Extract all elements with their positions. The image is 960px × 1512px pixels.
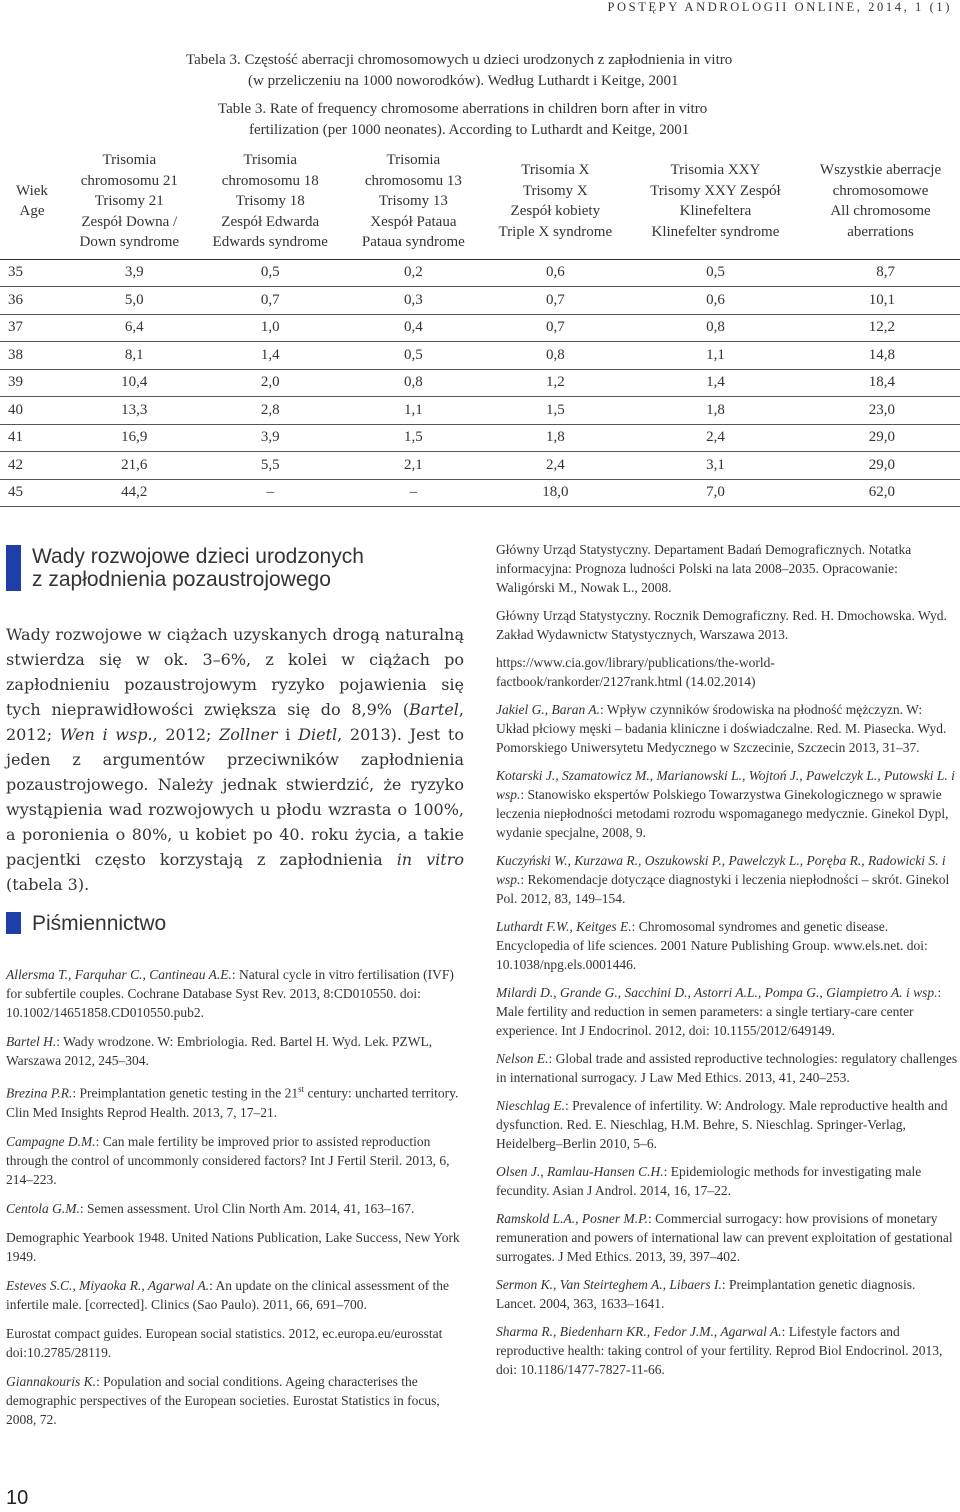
reference-item: Allersma T., Farquhar C., Cantineau A.E.: Natural cycle in vitro fertilisation (IVF) for subfertile couples. Cochrane Database Syst Rev. 2013, 8:CD010550. doi: 10.1002/14651858.CD010550.pub2. bbox=[6, 967, 454, 1020]
reference-item: Milardi D., Grande G., Sacchini D., Astorri A.L., Pompa G., Giampietro A. i wsp.: Male fertility and reduction in semen parameters: a single tertiary-care center experience. Int J Endocrinol. 2012, doi: 10.1155/2012/649149. bbox=[496, 985, 942, 1038]
heading-accent-bar bbox=[6, 545, 21, 591]
caption-pl-line2: (w przeliczeniu na 1000 noworodków). Według Luthardt i Keitge, 2001 bbox=[248, 73, 679, 89]
heading-line-2: z zapłodnienia pozaustrojowego bbox=[32, 568, 331, 591]
table-row: 38 8,1 1,4 0,5 0,8 1,1 14,8 bbox=[0, 342, 960, 370]
body-paragraph: Wady rozwojowe w ciążach uzyskanych drogą naturalną stwierdza się w ok. 3–6%, z kolei w ciążach po zapłodnieniu pozaustrojowym ryzyko pojawienia się tych nieprawidłowości zwiększa się do 8,9% (Bartel, 2012; Wen i wsp., 2012; Zollner i Dietl, 2013). Jest to jeden z argumentów przeciwników zapłodnienia pozaustrojowego. Należy jednak stwierdzić, że ryzyko wystąpienia wad rozwojowych u płodu wzrasta o 100%, a poronienia o 80%, u kobiet po 40. roku życia, a takie pacjentki często korzystają z zapłodnienia in vitro (tabela 3). bbox=[6, 625, 465, 894]
reference-item: Sharma R., Biedenharn KR., Fedor J.M., Agarwal A.: Lifestyle factors and reproductive health: taking control of your fertility. Reprod Biol Endocrinol. 2013, doi: 10.1186/1477-7827-11-66. bbox=[496, 1324, 943, 1377]
heading-line-1: Wady rozwojowe dzieci urodzonych bbox=[32, 545, 364, 568]
chromosome-aberration-table bbox=[0, 148, 960, 507]
table-row: 41 16,9 3,9 1,5 1,8 2,4 29,0 bbox=[0, 424, 960, 452]
reference-item: Kuczyński W., Kurzawa R., Oszukowski P., Pawelczyk L., Poręba R., Radowicki S. i wsp.: Rekomendacje dotyczące diagnostyki i leczenia niepłodności – skrót. Ginekol Pol. 2012, 83, 149–154. bbox=[496, 853, 950, 906]
table-row: 39 10,4 2,0 0,8 1,2 1,4 18,4 bbox=[0, 369, 960, 397]
reference-item: Kotarski J., Szamatowicz M., Marianowski L., Wojtoń J., Pawelczyk L., Putowski L. i wsp.: Stanowisko ekspertów Polskiego Towarzystwa Ginekologicznego w sprawie leczenia niepłodności metodami rozrodu wspomaganego medycznie. Ginekol Dypl, wydanie specjalne, 2008, 9. bbox=[496, 768, 955, 840]
header-trisomy-xxy: Trisomia XXY Trisomy XXY Zespół Klinefeltera Klinefelter syndrome bbox=[630, 148, 801, 259]
references-right-column bbox=[496, 540, 958, 1388]
table-row: 36 5,0 0,7 0,3 0,7 0,6 10,1 bbox=[0, 287, 960, 315]
table-row: 45 44,2 – – 18,0 7,0 62,0 bbox=[0, 479, 960, 507]
reference-item: Nieschlag E.: Prevalence of infertility. W: Andrology. Male reproductive health and dysfunction. Red. E. Nieschlag, H.M. Behre, S. Nieschlag. Springer-Verlag, Heidelberg–Berlin 2010, 5–6. bbox=[496, 1098, 948, 1151]
reference-item: Bartel H.: Wady wrodzone. W: Embriologia. Red. Bartel H. Wyd. Lek. PZWL, Warszawa 2012, 245–304. bbox=[6, 1034, 433, 1068]
reference-item: Olsen J., Ramlau-Hansen C.H.: Epidemiologic methods for investigating male fecundity. Asian J Androl. 2014, 16, 17–22. bbox=[496, 1164, 922, 1198]
table-caption-en bbox=[218, 99, 918, 141]
header-age: Wiek Age bbox=[0, 148, 64, 259]
table-row: 42 21,6 5,5 2,1 2,4 3,1 29,0 bbox=[0, 452, 960, 480]
reference-item: Główny Urząd Statystyczny. Rocznik Demograficzny. Red. H. Dmochowska. Wyd. Zakład Wydawnictw Statystycznych, Warszawa 2013. bbox=[496, 608, 947, 642]
reference-item: Ramskold L.A., Posner M.P.: Commercial surrogacy: how provisions of monetary remuneration and powers of international law can prevent exploitation of gestational surrogates. J Med Ethics. 2013, 39, 397–402. bbox=[496, 1211, 953, 1264]
table-caption-pl bbox=[186, 50, 886, 92]
page-number: 10 bbox=[6, 1487, 29, 1509]
table-header-row bbox=[0, 148, 960, 259]
references-title: Piśmiennictwo bbox=[32, 912, 167, 935]
table-row: 35 3,9 0,5 0,2 0,6 0,5 8,7 bbox=[0, 259, 960, 287]
reference-item: Eurostat compact guides. European social statistics. 2012, ec.europa.eu/eurosstat doi:10.2785/28119. bbox=[6, 1325, 443, 1360]
reference-item: Nelson E.: Global trade and assisted reproductive technologies: regulatory challenges in international surrogacy. J Law Med Ethics. 2013, 41, 240–253. bbox=[496, 1051, 958, 1085]
caption-pl-line1: Częstość aberracji chromosomowych u dzieci urodzonych z zapłodnienia in vitro bbox=[244, 52, 733, 68]
reference-item: Centola G.M.: Semen assessment. Urol Clin North Am. 2014, 41, 163–167. bbox=[6, 1200, 415, 1216]
reference-item: Campagne D.M.: Can male fertility be improved prior to assisted reproduction through the control of uncommonly considered factors? Int J Fertil Steril. 2013, 6, 214–223. bbox=[6, 1133, 450, 1187]
header-trisomy-13: Trisomia chromosomu 13 Trisomy 13 Xespół Pataua Pataua syndrome bbox=[346, 148, 481, 259]
caption-en-line2: fertilization (per 1000 neonates). According to Luthardt and Keitge, 2001 bbox=[249, 122, 690, 138]
heading-accent-bar bbox=[6, 912, 21, 934]
reference-item: Giannakouris K.: Population and social conditions. Ageing characterises the demographic perspectives of the European societies. Eurostat Statistics in focus, 2008, 72. bbox=[6, 1373, 440, 1427]
caption-en-line1: Rate of frequency chromosome aberrations in children born after in vitro bbox=[269, 101, 708, 117]
table-row: 40 13,3 2,8 1,1 1,5 1,8 23,0 bbox=[0, 397, 960, 425]
running-header bbox=[0, 0, 960, 18]
table-row: 37 6,4 1,0 0,4 0,7 0,8 12,2 bbox=[0, 314, 960, 342]
caption-pl-label: Tabela 3. bbox=[186, 52, 241, 68]
reference-link[interactable]: https://www.cia.gov/library/publications/the-world-factbook/rankorder/2127rank.html (14.02.2014) bbox=[496, 655, 775, 689]
reference-item: Brezina P.R.: Preimplantation genetic testing in the 21st century: uncharted territory. Clin Med Insights Reprod Health. 2013, 7, 17–21. bbox=[6, 1084, 459, 1120]
reference-item: Jakiel G., Baran A.: Wpływ czynników środowiska na płodność mężczyzn. W: Układ płciowy męski – badania kliniczne i doświadczalne. Red. M. Piasecka. Wyd. Pomorskiego Uniwersytetu Medycznego w Szczecinie, Szczecin 2013, 31–37. bbox=[496, 702, 947, 755]
header-trisomy-x: Trisomia X Trisomy X Zespół kobiety Triple X syndrome bbox=[481, 148, 630, 259]
reference-item: Luthardt F.W., Keitges E.: Chromosomal syndromes and genetic disease. Encyclopedia of life sciences. 2001 Nature Publishing Group. www.els.net. doi: 10.1038/npg.els.0001446. bbox=[496, 919, 928, 972]
journal-header: POSTĘPY ANDROLOGII ONLINE, 2014, 1 (1) bbox=[607, 0, 952, 14]
header-trisomy-18: Trisomia chromosomu 18 Trisomy 18 Zespół Edwarda Edwards syndrome bbox=[195, 148, 346, 259]
reference-item: Sermon K., Van Steirteghem A., Libaers I.: Preimplantation genetic diagnosis. Lancet. 2004, 363, 1633–1641. bbox=[496, 1277, 916, 1311]
reference-item: Esteves S.C., Miyaoka R., Agarwal A.: An update on the clinical assessment of the infertile male. [corrected]. Clinics (Sao Paulo). 2011, 66, 691–700. bbox=[6, 1277, 450, 1312]
header-trisomy-21: Trisomia chromosomu 21 Trisomy 21 Zespół Downa / Down syndrome bbox=[64, 148, 195, 259]
reference-item: Demographic Yearbook 1948. United Nations Publication, Lake Success, New York 1949. bbox=[6, 1229, 460, 1264]
references-left-column bbox=[6, 965, 466, 1439]
caption-en-label: Table 3. bbox=[218, 101, 267, 117]
header-all-aberrations: Wszystkie aberracje chromosomowe All chromosome aberrations bbox=[801, 148, 960, 259]
reference-item: Główny Urząd Statystyczny. Departament Badań Demograficznych. Notatka informacyjna: Prognoza ludności Polski na lata 2008–2035. Opracowanie: Waligórski M., Nowak L., 2008. bbox=[496, 542, 912, 595]
